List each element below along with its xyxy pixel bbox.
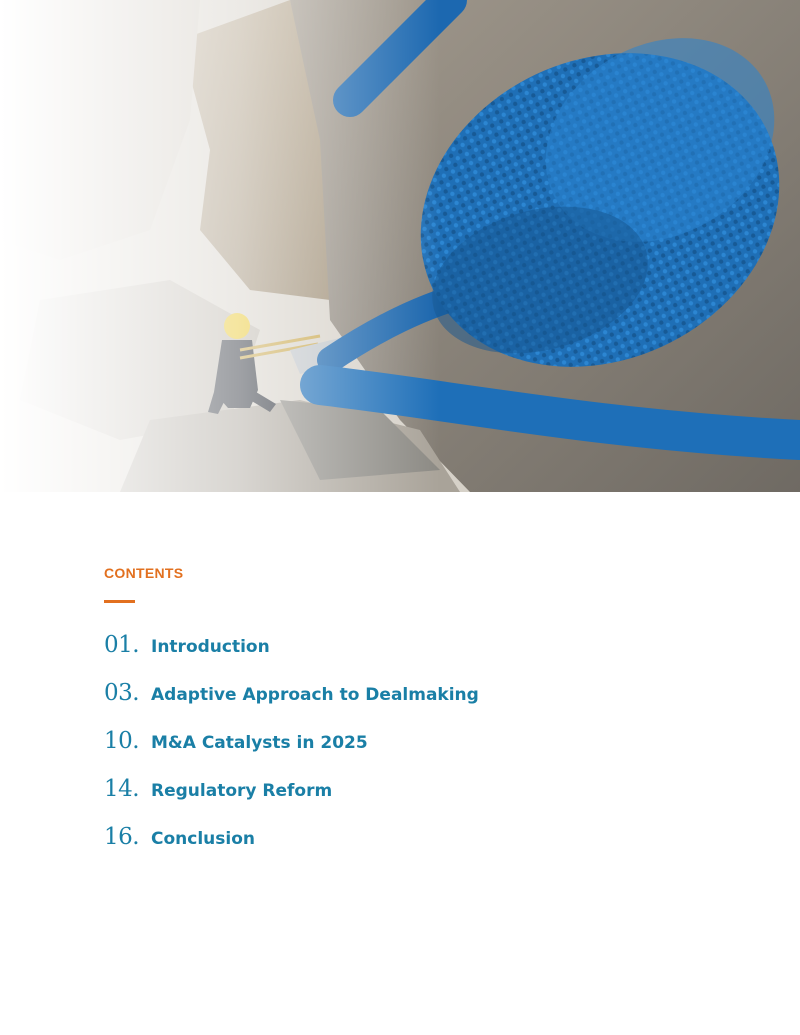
contents-divider: [104, 600, 135, 603]
toc-item-regulatory-reform[interactable]: [104, 776, 479, 824]
toc-title[interactable]: Regulatory Reform: [151, 781, 333, 801]
toc-title[interactable]: M&A Catalysts in 2025: [151, 733, 368, 753]
toc-title[interactable]: Adaptive Approach to Dealmaking: [151, 685, 479, 705]
toc-page-number: 01.: [104, 632, 140, 658]
contents-heading: CONTENTS: [104, 565, 184, 581]
toc-title[interactable]: Conclusion: [151, 829, 255, 849]
toc-item-adaptive-approach[interactable]: [104, 680, 479, 728]
hero-photo: [0, 0, 800, 492]
toc-page-number: 03.: [104, 680, 140, 706]
toc-item-conclusion[interactable]: [104, 824, 479, 872]
toc-item-introduction[interactable]: [104, 632, 479, 680]
table-of-contents: [104, 632, 479, 872]
toc-title[interactable]: Introduction: [151, 637, 270, 657]
toc-page-number: 16.: [104, 824, 140, 850]
toc-page-number: 10.: [104, 728, 140, 754]
toc-item-ma-catalysts[interactable]: [104, 728, 479, 776]
rope-canyon-illustration: [0, 0, 800, 492]
toc-page-number: 14.: [104, 776, 140, 802]
